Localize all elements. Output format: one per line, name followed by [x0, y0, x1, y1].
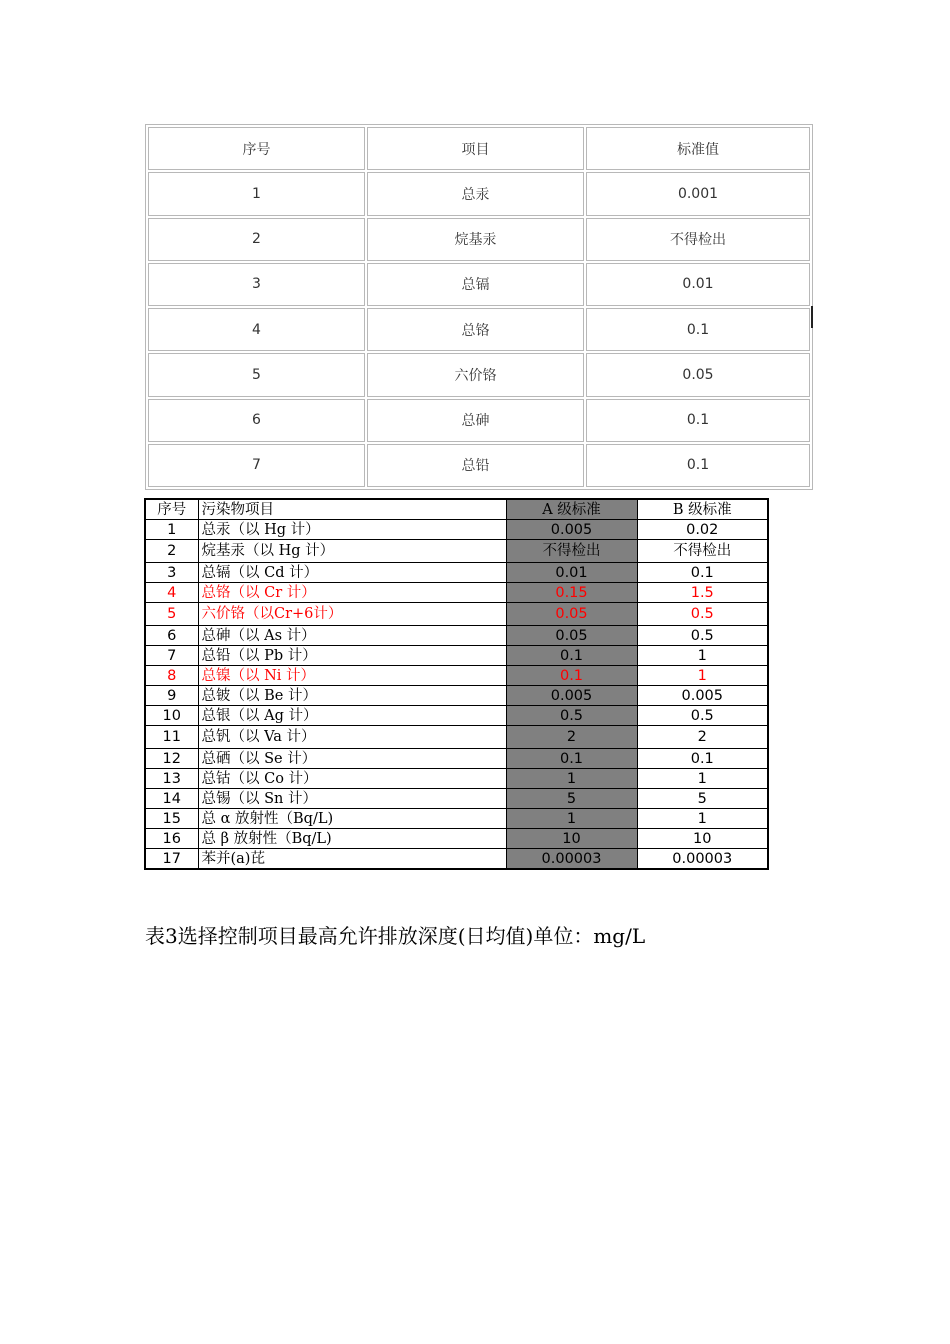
grade-b-value-cell: 2 [637, 726, 768, 749]
pollutant-item-cell: 总 β 放射性（Bq/L) [198, 829, 506, 849]
grade-a-value-cell: 0.1 [506, 666, 637, 686]
column-header: 序号 [145, 499, 198, 520]
grade-a-value-cell: 10 [506, 829, 637, 849]
row-number-cell: 15 [145, 809, 198, 829]
grade-a-value-cell: 1 [506, 809, 637, 829]
item-cell: 总镉 [367, 263, 584, 306]
table-row [145, 603, 768, 626]
table-row [148, 218, 810, 261]
row-number-cell: 9 [145, 686, 198, 706]
table-row [145, 769, 768, 789]
pollutant-item-cell: 总铅（以 Pb 计） [198, 646, 506, 666]
grade-a-value-cell: 0.1 [506, 646, 637, 666]
table-row [145, 706, 768, 726]
row-number-cell: 13 [145, 769, 198, 789]
grade-a-value-cell: 0.15 [506, 583, 637, 603]
grade-b-value-cell: 1 [637, 809, 768, 829]
table-row [145, 520, 768, 540]
grade-b-value-cell: 0.5 [637, 706, 768, 726]
grade-b-value-cell: 0.1 [637, 563, 768, 583]
table-row [145, 540, 768, 563]
grade-b-value-cell: 10 [637, 829, 768, 849]
row-number-cell: 11 [145, 726, 198, 749]
table-header-row [145, 499, 768, 520]
column-header: B 级标准 [637, 499, 768, 520]
pollutant-item-cell: 总砷（以 As 计） [198, 626, 506, 646]
column-header: 序号 [148, 127, 365, 170]
table-row [148, 172, 810, 215]
grade-b-value-cell: 0.5 [637, 603, 768, 626]
pollutant-item-cell: 苯并(a)芘 [198, 849, 506, 870]
grade-b-value-cell: 0.00003 [637, 849, 768, 870]
row-number-cell: 12 [145, 749, 198, 769]
grade-a-value-cell: 2 [506, 726, 637, 749]
table-row [145, 666, 768, 686]
grade-a-value-cell: 0.00003 [506, 849, 637, 870]
pollutant-item-cell: 总钴（以 Co 计） [198, 769, 506, 789]
row-number-cell: 6 [148, 399, 365, 442]
grade-b-value-cell: 1 [637, 769, 768, 789]
table-row [148, 263, 810, 306]
standard-value-cell: 0.1 [586, 308, 810, 351]
table-row [145, 726, 768, 749]
row-number-cell: 4 [145, 583, 198, 603]
pollutant-item-cell: 总 α 放射性（Bq/L) [198, 809, 506, 829]
pollutant-item-cell: 总镍（以 Ni 计） [198, 666, 506, 686]
pollutant-item-cell: 总铍（以 Be 计） [198, 686, 506, 706]
grade-a-value-cell: 不得检出 [506, 540, 637, 563]
grade-b-value-cell: 1 [637, 666, 768, 686]
grade-b-value-cell: 0.02 [637, 520, 768, 540]
grade-b-value-cell: 1.5 [637, 583, 768, 603]
table-row [148, 353, 810, 396]
row-number-cell: 7 [148, 444, 365, 487]
standard-value-cell: 0.1 [586, 444, 810, 487]
item-cell: 总汞 [367, 172, 584, 215]
row-number-cell: 1 [148, 172, 365, 215]
item-cell: 六价铬 [367, 353, 584, 396]
pollutant-item-cell: 六价铬（以Cr+6计） [198, 603, 506, 626]
row-number-cell: 8 [145, 666, 198, 686]
table-header-row [148, 127, 810, 170]
table-caption: 表3选择控制项目最高允许排放深度(日均值)单位：mg/L [145, 924, 646, 948]
grade-a-value-cell: 0.005 [506, 686, 637, 706]
item-cell: 总铅 [367, 444, 584, 487]
pollutant-item-cell: 总银（以 Ag 计） [198, 706, 506, 726]
item-cell: 总砷 [367, 399, 584, 442]
table-row [145, 626, 768, 646]
standard-value-cell: 0.05 [586, 353, 810, 396]
table-row [145, 809, 768, 829]
table-row [145, 563, 768, 583]
row-number-cell: 5 [145, 603, 198, 626]
column-header: 标准值 [586, 127, 810, 170]
pollutant-item-cell: 总钒（以 Va 计） [198, 726, 506, 749]
grade-b-value-cell: 不得检出 [637, 540, 768, 563]
table-row [145, 686, 768, 706]
row-number-cell: 6 [145, 626, 198, 646]
grade-b-value-cell: 0.005 [637, 686, 768, 706]
grade-a-value-cell: 0.005 [506, 520, 637, 540]
table-row [145, 829, 768, 849]
grade-a-value-cell: 0.01 [506, 563, 637, 583]
row-number-cell: 3 [148, 263, 365, 306]
pollutant-standards-table [144, 498, 769, 870]
row-number-cell: 5 [148, 353, 365, 396]
item-cell: 总铬 [367, 308, 584, 351]
table-row [145, 749, 768, 769]
grade-a-value-cell: 1 [506, 769, 637, 789]
grade-b-value-cell: 0.1 [637, 749, 768, 769]
pollutant-item-cell: 总汞（以 Hg 计） [198, 520, 506, 540]
grade-b-value-cell: 0.5 [637, 626, 768, 646]
row-number-cell: 10 [145, 706, 198, 726]
standard-value-cell: 不得检出 [586, 218, 810, 261]
row-number-cell: 7 [145, 646, 198, 666]
row-number-cell: 2 [145, 540, 198, 563]
grade-a-value-cell: 0.05 [506, 626, 637, 646]
pollutant-item-cell: 总锡（以 Sn 计） [198, 789, 506, 809]
table-row [145, 789, 768, 809]
row-number-cell: 3 [145, 563, 198, 583]
standard-value-cell: 0.001 [586, 172, 810, 215]
pollutant-item-cell: 烷基汞（以 Hg 计） [198, 540, 506, 563]
table-row [148, 444, 810, 487]
grade-a-value-cell: 0.5 [506, 706, 637, 726]
grade-a-value-cell: 0.05 [506, 603, 637, 626]
table-row [145, 849, 768, 870]
row-number-cell: 16 [145, 829, 198, 849]
table-row [145, 646, 768, 666]
table-row [148, 399, 810, 442]
row-number-cell: 14 [145, 789, 198, 809]
column-header: A 级标准 [506, 499, 637, 520]
standard-value-cell: 0.1 [586, 399, 810, 442]
grade-b-value-cell: 1 [637, 646, 768, 666]
cursor-marker [811, 306, 813, 328]
table-row [148, 308, 810, 351]
pollutant-item-cell: 总铬（以 Cr 计） [198, 583, 506, 603]
grade-a-value-cell: 5 [506, 789, 637, 809]
standard-value-cell: 0.01 [586, 263, 810, 306]
standard-values-table [145, 124, 813, 490]
grade-b-value-cell: 5 [637, 789, 768, 809]
row-number-cell: 2 [148, 218, 365, 261]
row-number-cell: 1 [145, 520, 198, 540]
column-header: 污染物项目 [198, 499, 506, 520]
row-number-cell: 17 [145, 849, 198, 870]
pollutant-item-cell: 总硒（以 Se 计） [198, 749, 506, 769]
pollutant-item-cell: 总镉（以 Cd 计） [198, 563, 506, 583]
item-cell: 烷基汞 [367, 218, 584, 261]
column-header: 项目 [367, 127, 584, 170]
grade-a-value-cell: 0.1 [506, 749, 637, 769]
row-number-cell: 4 [148, 308, 365, 351]
table-row [145, 583, 768, 603]
